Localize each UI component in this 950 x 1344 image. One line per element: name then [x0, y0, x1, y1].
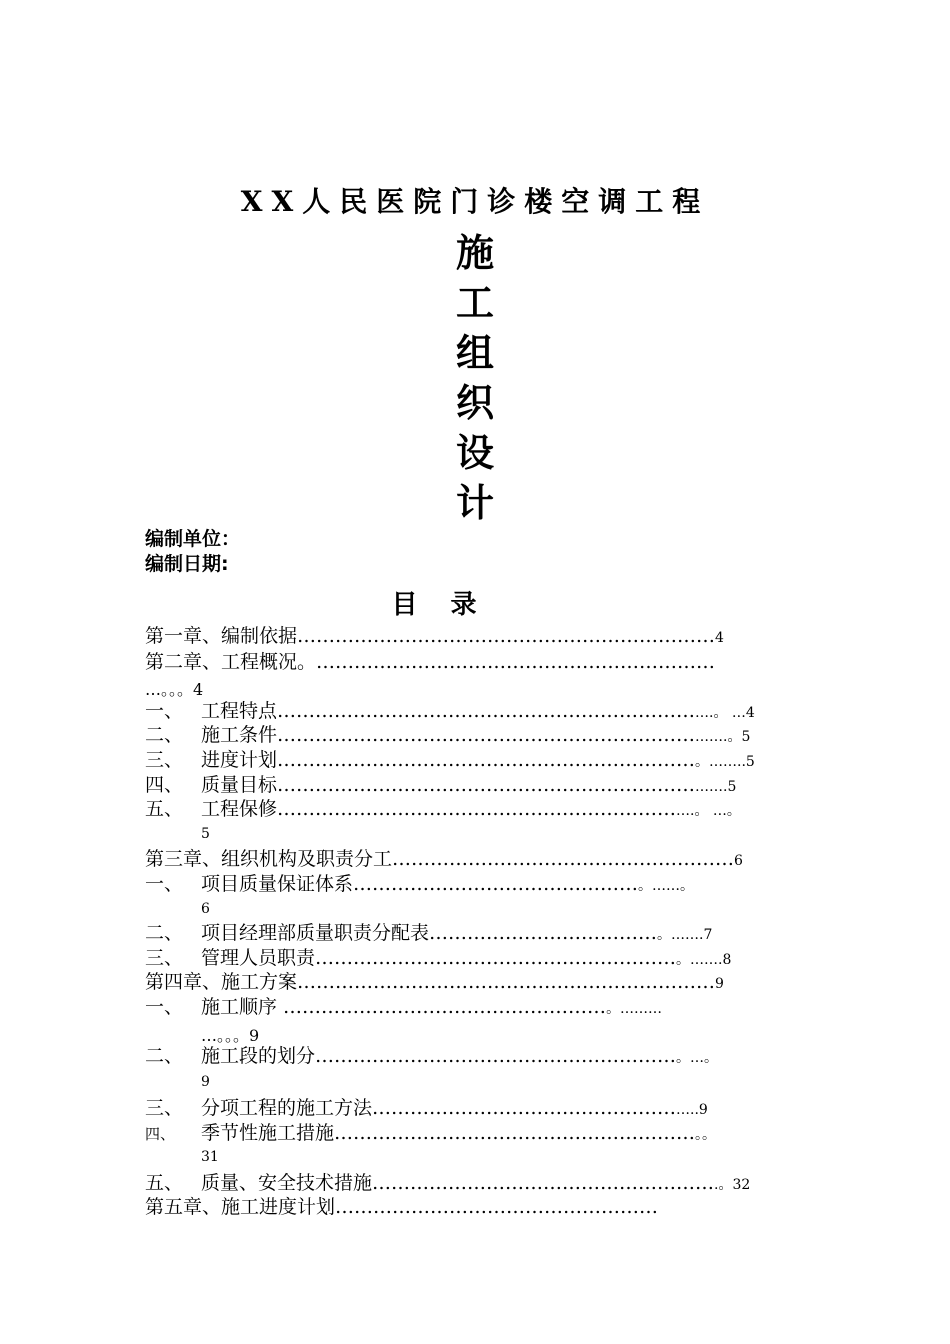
toc-entry[interactable] — [145, 624, 724, 650]
toc-entry[interactable] — [145, 1195, 658, 1219]
toc-entry[interactable] — [145, 946, 731, 972]
toc-entry[interactable] — [145, 797, 741, 823]
toc-entry-text: 施工段的划分 — [201, 1045, 316, 1067]
toc-page: 。…。 — [676, 1050, 719, 1066]
toc-entry[interactable] — [145, 723, 750, 749]
toc-leader: ……………………………………………… — [372, 1172, 715, 1194]
toc-continuation: …。。。9 — [201, 1026, 260, 1045]
toc-entry[interactable] — [145, 1044, 718, 1070]
toc-entry-text: 第一章、编制依据 — [145, 625, 298, 647]
toc-entry[interactable] — [145, 773, 736, 799]
toc-entry[interactable] — [145, 921, 712, 947]
toc-entry-text: 质量、安全技术措施 — [201, 1172, 373, 1194]
toc-page: …….。5 — [695, 729, 751, 745]
title-char: 计 — [455, 480, 494, 525]
toc-entry-number: 二、 — [145, 1045, 184, 1067]
toc-page: .。32 — [714, 1177, 751, 1193]
toc-entry[interactable] — [145, 970, 724, 996]
toc-leader: ………………………………………………………… — [297, 625, 716, 647]
toc-leader: ……………………………………… — [353, 873, 639, 895]
toc-entry-text: 季节性施工措施 — [201, 1122, 335, 1144]
toc-entry-number: 三、 — [145, 749, 184, 771]
toc-leader: ………………………………………………… — [315, 947, 677, 969]
toc-entry-number: 四、 — [145, 1125, 176, 1143]
toc-page: 9 — [715, 976, 724, 992]
toc-page: ….。 …4 — [695, 705, 755, 721]
toc-entry-number: 一、 — [145, 873, 184, 895]
toc-entry-number: 四、 — [145, 774, 184, 796]
toc-leader: ………………………………………………… — [315, 1045, 677, 1067]
toc-entry-text: 施工顺序 — [201, 996, 278, 1018]
toc-page: 4 — [715, 630, 724, 646]
toc-entry-number: 一、 — [145, 996, 184, 1018]
toc-leader: ……………………………… — [429, 922, 658, 944]
toc-entry-number: 二、 — [145, 724, 184, 746]
toc-page: …….5 — [695, 779, 737, 795]
project-title: XX人民医院门诊楼空调工程 — [240, 185, 710, 218]
toc-leader: ……………………………………………… — [392, 848, 735, 870]
toc-continuation: 5 — [201, 826, 210, 842]
toc-leader: …………………………………………… — [277, 996, 607, 1018]
toc-page: 。。 — [695, 1127, 717, 1143]
toc-continuation: 31 — [201, 1149, 219, 1165]
toc-continuation: …。。。4 — [145, 680, 204, 699]
toc-leader: ………………………………………………………… — [277, 724, 696, 746]
title-char: 施 — [455, 230, 494, 275]
toc-continuation: 6 — [201, 901, 210, 917]
toc-entry-number: 五、 — [145, 1172, 184, 1194]
toc-page: 。…….7 — [657, 927, 713, 943]
toc-page: 6 — [734, 853, 743, 869]
toc-leader: ………………………………………………………… — [277, 700, 696, 722]
toc-entry[interactable] — [145, 650, 715, 674]
toc-entry[interactable] — [145, 748, 755, 774]
toc-entry-text: 质量目标 — [201, 774, 278, 796]
toc-leader: ……………………………………………………… — [316, 651, 716, 673]
toc-entry-text: 第三章、组织机构及职责分工 — [145, 848, 393, 870]
toc-page: 。……。 — [638, 878, 695, 894]
toc-entry-text: 分项工程的施工方法 — [201, 1097, 373, 1119]
toc-entry[interactable] — [145, 1121, 716, 1147]
title-char: 织 — [455, 380, 494, 425]
toc-entry[interactable] — [145, 1171, 750, 1197]
toc-leader: ……………………………………………………… — [277, 798, 677, 820]
toc-entry[interactable] — [145, 1096, 708, 1122]
toc-entry-number: 五、 — [145, 798, 184, 820]
toc-entry-text: 工程特点 — [201, 700, 278, 722]
title-char: 工 — [455, 280, 494, 325]
toc-leader: …………………………………………… — [335, 1196, 659, 1218]
toc-entry-number: 二、 — [145, 922, 184, 944]
toc-entry-text: 项目经理部质量职责分配表 — [201, 922, 430, 944]
toc-continuation: 9 — [201, 1074, 210, 1090]
toc-leader: ………………………………………………………… — [277, 749, 696, 771]
toc-page: 。…….8 — [676, 952, 732, 968]
toc-entry-text: 施工条件 — [201, 724, 278, 746]
toc-entry-text: 第五章、施工进度计划 — [145, 1196, 336, 1218]
toc-leader: ………………………………………………………… — [297, 971, 716, 993]
toc-entry-number: 三、 — [145, 947, 184, 969]
title-char: 组 — [455, 330, 494, 375]
toc-entry[interactable] — [145, 995, 662, 1021]
toc-leader: ………………………………………… — [372, 1097, 677, 1119]
toc-entry-number: 一、 — [145, 700, 184, 722]
toc-page: ….。 …。 — [676, 803, 741, 819]
toc-entry[interactable] — [145, 847, 743, 873]
compiling-unit-label: 编制单位： — [145, 528, 241, 550]
toc-entry-text: 管理人员职责 — [201, 947, 316, 969]
toc-entry-text: 项目质量保证体系 — [201, 873, 354, 895]
toc-entry-text: 进度计划 — [201, 749, 278, 771]
compiling-date-label: 编制日期: — [145, 553, 229, 575]
toc-entry[interactable] — [145, 872, 694, 898]
toc-entry-text: 第四章、施工方案 — [145, 971, 298, 993]
toc-entry-text: 第二章、工程概况。 — [145, 651, 317, 673]
toc-entry-number: 三、 — [145, 1097, 184, 1119]
toc-heading: 目 录 — [391, 590, 489, 620]
toc-leader: ………………………………………………… — [334, 1122, 696, 1144]
toc-entry[interactable] — [145, 699, 755, 725]
toc-page: 。……… — [606, 1001, 663, 1017]
title-char: 设 — [455, 430, 494, 475]
document-title — [445, 228, 505, 528]
toc-entry-text: 工程保修 — [201, 798, 278, 820]
toc-page: …..9 — [676, 1102, 708, 1118]
toc-leader: ………………………………………………………… — [277, 774, 696, 796]
toc-page: 。……..5 — [695, 754, 755, 770]
